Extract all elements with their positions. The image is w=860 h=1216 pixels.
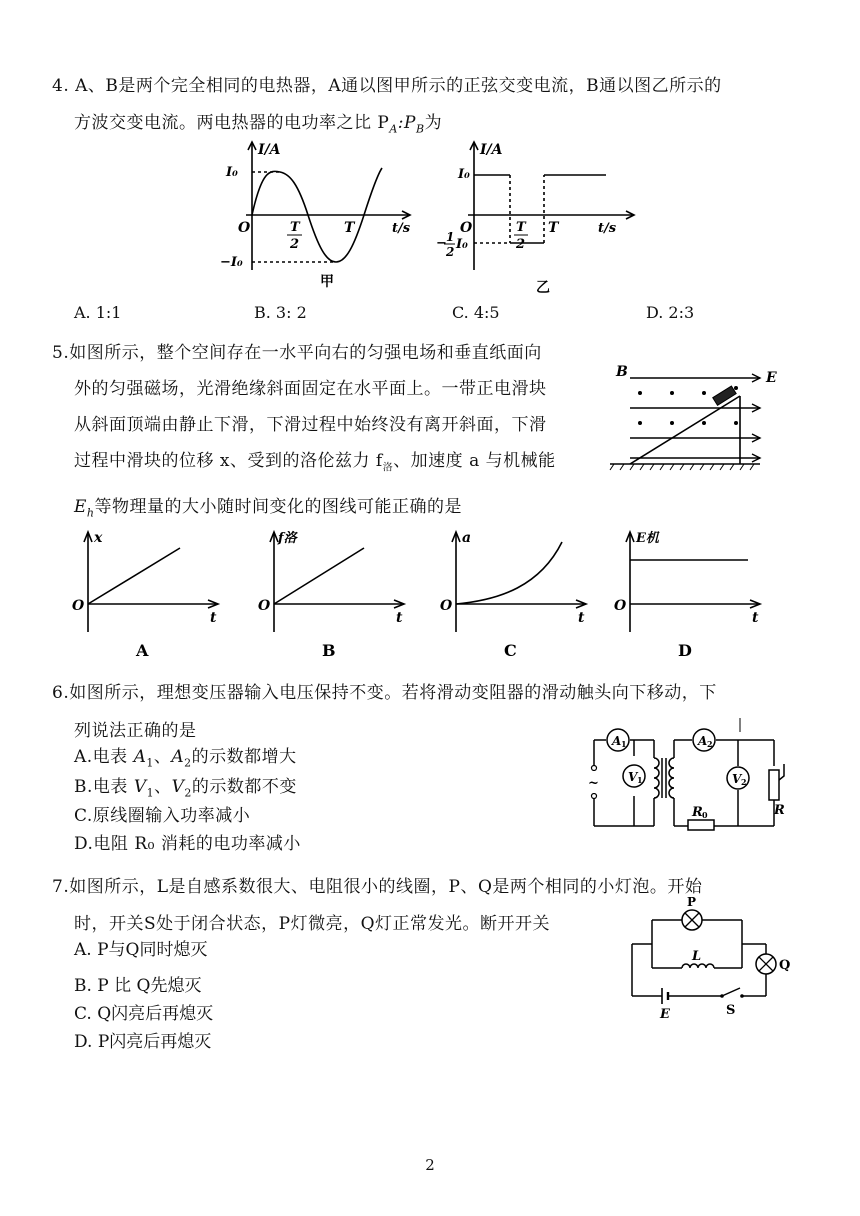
q6-option-a[interactable]: A.电表 $A_1$、$A_2$的示数都增大 bbox=[74, 747, 297, 770]
q7-option-d[interactable]: D. P闪亮后再熄灭 bbox=[74, 1032, 212, 1052]
yi-T: T bbox=[548, 220, 559, 236]
q5-graph-d bbox=[614, 530, 764, 660]
q4-option-c[interactable]: C. 4:5 bbox=[452, 303, 500, 322]
jia-two: 2 bbox=[290, 237, 300, 252]
q6-stem-line1: 6.如图所示，理想变压器输入电压保持不变。若将滑动变阻器的滑动触头向下移动，下 bbox=[52, 683, 717, 703]
q7-stem-line2: 时，开关S处于闭合状态，P灯微亮，Q灯正常发光。断开开关 bbox=[74, 914, 551, 934]
yi-two: 2 bbox=[516, 237, 526, 252]
yi-ylabel: I/A bbox=[480, 142, 503, 158]
graph-a-xlabel: t bbox=[210, 610, 217, 626]
q5-graph-c bbox=[440, 530, 590, 660]
graph-c-xlabel: t bbox=[578, 610, 585, 626]
svg-text:V: V bbox=[628, 770, 638, 784]
svg-text:Q: Q bbox=[779, 958, 791, 973]
graph-b-caption: B bbox=[322, 641, 336, 660]
q5-stem-line3: 从斜面顶端由静止下滑，下滑过程中始终没有离开斜面，下滑 bbox=[74, 415, 547, 435]
q7-option-c[interactable]: C. Q闪亮后再熄灭 bbox=[74, 1004, 214, 1024]
graph-d-ylabel: E机 bbox=[636, 531, 659, 546]
q5-stem-line4: 过程中滑块的位移 x、受到的洛伦兹力 $f_洛$、加速度 a 与机械能 bbox=[74, 451, 556, 474]
svg-text:S: S bbox=[726, 1003, 736, 1018]
yi-xlabel: t/s bbox=[598, 221, 617, 236]
graph-c-ylabel: a bbox=[462, 530, 472, 546]
graph-a-origin: O bbox=[72, 598, 85, 614]
q6-option-c[interactable]: C.原线圈输入功率减小 bbox=[74, 806, 251, 826]
q4-figure-yi bbox=[436, 140, 644, 296]
q5-b-label: B bbox=[616, 364, 628, 380]
q4-stem-line1: 4. A、B是两个完全相同的电热器，A通以图甲所示的正弦交变电流，B通以图乙所示的 bbox=[52, 76, 722, 96]
jia-t-half: T bbox=[290, 220, 300, 235]
q6-transformer-circuit bbox=[588, 718, 788, 838]
q5-graph-b bbox=[258, 530, 408, 660]
graph-d-origin: O bbox=[614, 598, 627, 614]
svg-text:L: L bbox=[692, 949, 702, 964]
svg-text:E: E bbox=[660, 1007, 670, 1022]
jia-T: T bbox=[344, 220, 355, 236]
q6-stem-line2: 列说法正确的是 bbox=[74, 721, 197, 741]
jia-neg-i0: −I₀ bbox=[220, 255, 243, 270]
svg-text:0: 0 bbox=[702, 810, 708, 820]
q4-figure-jia bbox=[220, 140, 432, 290]
q7-circuit bbox=[626, 890, 806, 1020]
q4-stem-line2: 方波交变电流。两电热器的电功率之比 $P_A:P_B$为 bbox=[74, 113, 443, 136]
q5-graph-a bbox=[72, 530, 222, 660]
q5-stem-line5: $E_h$等物理量的大小随时间变化的图线可能正确的是 bbox=[74, 497, 463, 520]
graph-b-origin: O bbox=[258, 598, 271, 614]
q5-stem-line1: 5.如图所示，整个空间存在一水平向右的匀强电场和垂直纸面向 bbox=[52, 343, 542, 363]
yi-origin: O bbox=[460, 220, 473, 236]
yi-caption: 乙 bbox=[536, 280, 550, 296]
yi-neg-half-den: 2 bbox=[446, 245, 455, 259]
graph-a-ylabel: x bbox=[94, 530, 103, 546]
q5-e-label: E bbox=[766, 370, 777, 386]
jia-xlabel: t/s bbox=[392, 221, 411, 236]
svg-text:R: R bbox=[692, 805, 703, 820]
svg-text:1: 1 bbox=[621, 739, 627, 749]
q5-stem-line2: 外的匀强磁场，光滑绝缘斜面固定在水平面上。一带正电滑块 bbox=[74, 379, 547, 399]
svg-text:2: 2 bbox=[741, 777, 747, 787]
q4-option-b[interactable]: B. 3: 2 bbox=[254, 303, 307, 322]
jia-ylabel: I/A bbox=[258, 142, 281, 158]
yi-neg-half-tail: I₀ bbox=[456, 237, 468, 252]
svg-text:1: 1 bbox=[637, 775, 643, 785]
jia-i0: I₀ bbox=[226, 165, 238, 180]
q6-option-d[interactable]: D.电阻 R₀ 消耗的电功率减小 bbox=[74, 834, 301, 854]
graph-a-caption: A bbox=[136, 641, 149, 660]
svg-text:R: R bbox=[774, 803, 785, 818]
graph-c-caption: C bbox=[504, 641, 517, 660]
q6-option-b[interactable]: B.电表 $V_1$、$V_2$的示数都不变 bbox=[74, 777, 297, 800]
svg-text:A: A bbox=[612, 734, 622, 748]
page-number: 2 bbox=[425, 1156, 435, 1174]
q4-option-d[interactable]: D. 2:3 bbox=[646, 303, 695, 322]
q5-incline-figure bbox=[610, 360, 780, 480]
q4-option-a[interactable]: A. 1:1 bbox=[74, 303, 122, 322]
yi-i0: I₀ bbox=[458, 167, 470, 182]
yi-neg-half-num: 1 bbox=[446, 230, 455, 244]
q7-option-a[interactable]: A. P与Q同时熄灭 bbox=[74, 940, 208, 960]
graph-d-caption: D bbox=[678, 641, 692, 660]
svg-text:2: 2 bbox=[707, 739, 713, 749]
svg-text:V: V bbox=[732, 772, 742, 786]
graph-c-origin: O bbox=[440, 598, 453, 614]
graph-b-ylabel: f洛 bbox=[278, 531, 297, 546]
svg-text:P: P bbox=[687, 895, 697, 909]
yi-minus: − bbox=[436, 236, 447, 251]
graph-d-xlabel: t bbox=[752, 610, 759, 626]
svg-text:A: A bbox=[698, 734, 708, 748]
q7-stem-line1: 7.如图所示，L是自感系数很大、电阻很小的线圈，P、Q是两个相同的小灯泡。开始 bbox=[52, 877, 703, 897]
jia-caption: 甲 bbox=[320, 274, 334, 290]
graph-b-xlabel: t bbox=[396, 610, 403, 626]
jia-origin: O bbox=[238, 220, 251, 236]
yi-t-half: T bbox=[516, 220, 526, 235]
q7-option-b[interactable]: B. P 比 Q先熄灭 bbox=[74, 976, 202, 996]
svg-text:~: ~ bbox=[588, 776, 599, 791]
